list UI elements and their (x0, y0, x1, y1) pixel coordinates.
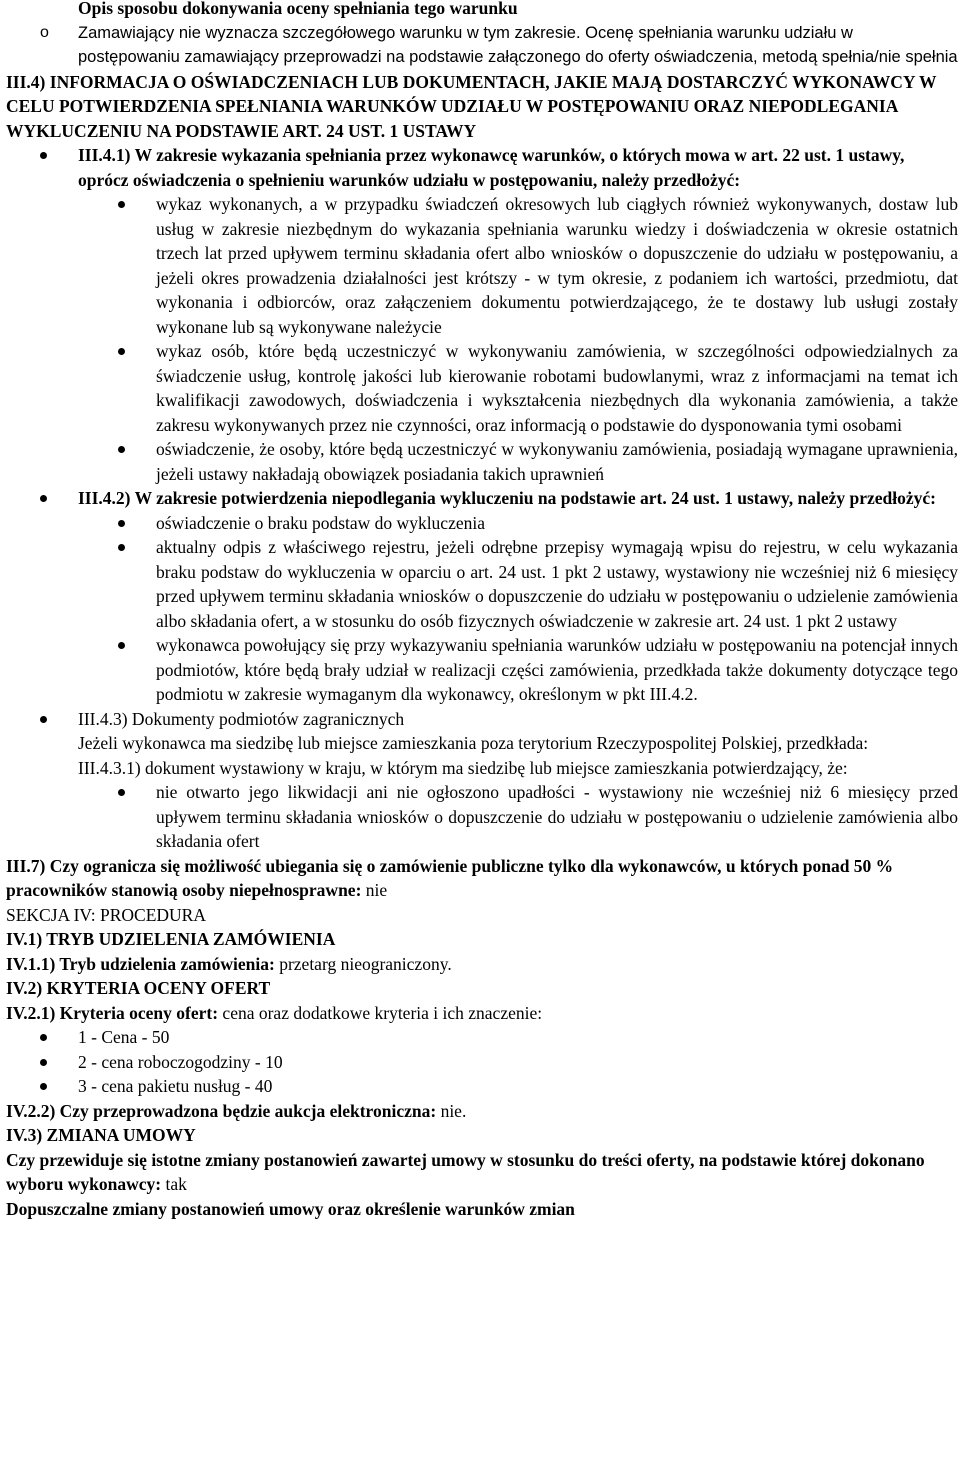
section-IV22-value: nie. (440, 1100, 467, 1121)
section-III42 (6, 486, 958, 511)
section-IV11-value: przetarg nieograniczony. (279, 953, 452, 974)
section-III43-text: Jeżeli wykonawca ma siedzibę lub miejsce zamieszkania poza terytorium Rzeczypospolitej Polskiej, przedkłada: (78, 733, 869, 753)
bullet-icon (40, 495, 47, 502)
bullet-icon (118, 348, 125, 355)
document-page (6, 0, 958, 1221)
bullet-icon (118, 642, 125, 649)
section-IV21-label: IV.2.1) Kryteria oceny ofert: (6, 1002, 219, 1023)
list-item-text: wykaz osób, które będą uczestniczyć w wykonywaniu zamówienia, w szczególności odpowiedzialnych za świadczenie usług, kontrolę jakości lub kierowanie robotami budowlanymi, wraz z informacjami na temat ich kwalifikacji zawodowych, doświadczenia i wykształcenia niezbędnych dla wykonania zamówienia, a także zakresu wykonywanych przez nie czynności, oraz informacją o podstawie do dysponowania tymi osobami (156, 341, 958, 435)
section-III43 (6, 707, 958, 732)
bullet-icon (40, 1034, 47, 1041)
list-item-text: oświadczenie, że osoby, które będą uczestniczyć w wykonywaniu zamówienia, posiadają wymagane uprawnienia, jeżeli ustawy nakładają obowiązek posiadania takich uprawnień (156, 439, 958, 484)
criteria-item-text: 2 - cena roboczogodziny - 10 (78, 1051, 283, 1072)
section-IV-title: SEKCJA IV: PROCEDURA (6, 904, 206, 925)
criteria-item (6, 1025, 958, 1050)
list-item-text: oświadczenie o braku podstaw do wykluczenia (156, 512, 485, 533)
section-IV11-label: IV.1.1) Tryb udzielenia zamówienia: (6, 953, 275, 974)
section-IV11 (6, 952, 958, 977)
section-IV21-value: cena oraz dodatkowe kryteria i ich znaczenie: (222, 1002, 543, 1023)
section-III41-heading: III.4.1) W zakresie wykazania spełniania przez wykonawcę warunków, o których mowa w art. 22 ust. 1 ustawy, oprócz oświadczenia o spełnieniu warunków udziału w postępowaniu, należy przedłożyć: (78, 145, 905, 190)
section-III42-heading: III.4.2) W zakresie potwierdzenia niepodlegania wykluczeniu na podstawie art. 24 ust. 1 ustawy, należy przedłożyć: (78, 488, 936, 508)
section-IV22 (6, 1099, 958, 1124)
criteria-item (6, 1050, 958, 1075)
section-III4-heading: III.4) INFORMACJA O OŚWIADCZENIACH LUB DOKUMENTACH, JAKIE MAJĄ DOSTARCZYĆ WYKONAWCY W CELU POTWIERDZENIA SPEŁNIANIA WARUNKÓW UDZIAŁU W POSTĘPOWANIU ORAZ NIEPODLEGANIA WYKLUCZENIU NA PODSTAWIE ART. 24 UST. 1 USTAWY (6, 71, 937, 141)
bullet-icon (118, 789, 125, 796)
list-item-text: nie otwarto jego likwidacji ani nie ogłoszono upadłości - wystawiony nie wcześniej niż 6 miesięcy przed upływem terminu składania wniosków o dopuszczenie do udziału w postępowaniu o udzielenie zamówienia albo składania ofert (156, 782, 958, 851)
list-item (6, 192, 958, 339)
list-item-text: wykaz wykonanych, a w przypadku świadczeń okresowych lub ciągłych również wykonywanych, dostaw lub usług w zakresie niezbędnym do wykazania spełniania warunku wiedzy i doświadczenia w okresie ostatnich trzech lat przed upływem terminu składania ofert albo wniosków o dopuszczenie do udziału w postępowaniu, a jeżeli okres prowadzenia działalności jest krótszy - w tym okresie, z podaniem ich wartości, przedmiotu, dat wykonania i odbiorców, oraz załączeniem dokumentu potwierdzającego, że te dostawy lub usługi zostały wykonane lub są wykonywane należycie (156, 194, 958, 337)
section-III43-heading: III.4.3) Dokumenty podmiotów zagranicznych (78, 708, 405, 729)
list-item (6, 437, 958, 486)
section-III7-label: III.7) Czy ogranicza się możliwość ubiegania się o zamówienie publiczne tylko dla wykonawców, u których ponad 50 % pracowników stanowią osoby niepełnosprawne: (6, 855, 894, 900)
bullet-icon (40, 1059, 47, 1066)
opis-item (6, 21, 958, 70)
bullet-icon (40, 716, 47, 723)
bullet-icon (40, 152, 47, 159)
bullet-icon (118, 520, 125, 527)
circle-bullet-icon: o (40, 23, 49, 41)
section-IV2-heading: IV.2) KRYTERIA OCENY OFERT (6, 978, 271, 998)
opis-heading: Opis sposobu dokonywania oceny spełniania tego warunku (78, 0, 518, 18)
section-III7 (6, 854, 958, 903)
opis-item-text: Zamawiający nie wyznacza szczegółowego warunku w tym zakresie. Ocenę spełniania warunku udziału w postępowaniu zamawiający przeprowadzi na podstawie załączonego do oferty oświadczenia, metodą spełnia/nie spełnia (78, 23, 958, 66)
section-III431-text: III.4.3.1) dokument wystawiony w kraju, w którym ma siedzibę lub miejsce zamieszkania potwierdzający, że: (78, 757, 848, 778)
bullet-icon (40, 1083, 47, 1090)
criteria-item-text: 3 - cena pakietu nusług - 40 (78, 1076, 273, 1096)
section-IV22-label: IV.2.2) Czy przeprowadzona będzie aukcja elektroniczna: (6, 1100, 437, 1121)
criteria-item (6, 1074, 958, 1099)
list-item-text: aktualny odpis z właściwego rejestru, jeżeli odrębne przepisy wymagają wpisu do rejestru, w celu wykazania braku podstaw do wykluczenia w oparciu o art. 24 ust. 1 pkt 2 ustawy, wystawiony nie wcześniej niż 6 miesięcy przed upływem terminu składania wniosków o dopuszczenie do udziału w postępowaniu o udzielenie zamówienia albo składania ofert, a w stosunku do osób fizycznych oświadczenie w zakresie art. 24 ust. 1 pkt 2 ustawy (156, 537, 958, 631)
list-item (6, 633, 958, 707)
bullet-icon (118, 544, 125, 551)
criteria-item-text: 1 - Cena - 50 (78, 1027, 170, 1047)
section-IV3-question (6, 1148, 958, 1197)
bullet-icon (118, 201, 125, 208)
list-item (6, 511, 958, 536)
section-IV21 (6, 1001, 958, 1026)
section-IV3-heading: IV.3) ZMIANA UMOWY (6, 1125, 196, 1145)
section-IV3-value: tak (165, 1174, 187, 1194)
section-IV3-changes-heading: Dopuszczalne zmiany postanowień umowy oraz określenie warunków zmian (6, 1198, 575, 1219)
section-IV3-label: Czy przewiduje się istotne zmiany postanowień zawartej umowy w stosunku do treści oferty, na podstawie której dokonano wyboru wykonawcy: (6, 1149, 925, 1194)
list-item (6, 535, 958, 633)
list-item (6, 339, 958, 437)
section-IV1-heading: IV.1) TRYB UDZIELENIA ZAMÓWIENIA (6, 929, 336, 949)
section-III41 (6, 143, 958, 192)
list-item-text: wykonawca powołujący się przy wykazywaniu spełniania warunków udziału w postępowaniu na potencjał innych podmiotów, które będą brały udział w realizacji części zamówienia, przedkłada także dokumenty dotyczące tego podmiotu w zakresie wymaganym dla wykonawcy, określonym w pkt III.4.2. (156, 635, 958, 704)
list-item (6, 780, 958, 854)
section-III7-value: nie (365, 880, 388, 900)
bullet-icon (118, 446, 125, 453)
